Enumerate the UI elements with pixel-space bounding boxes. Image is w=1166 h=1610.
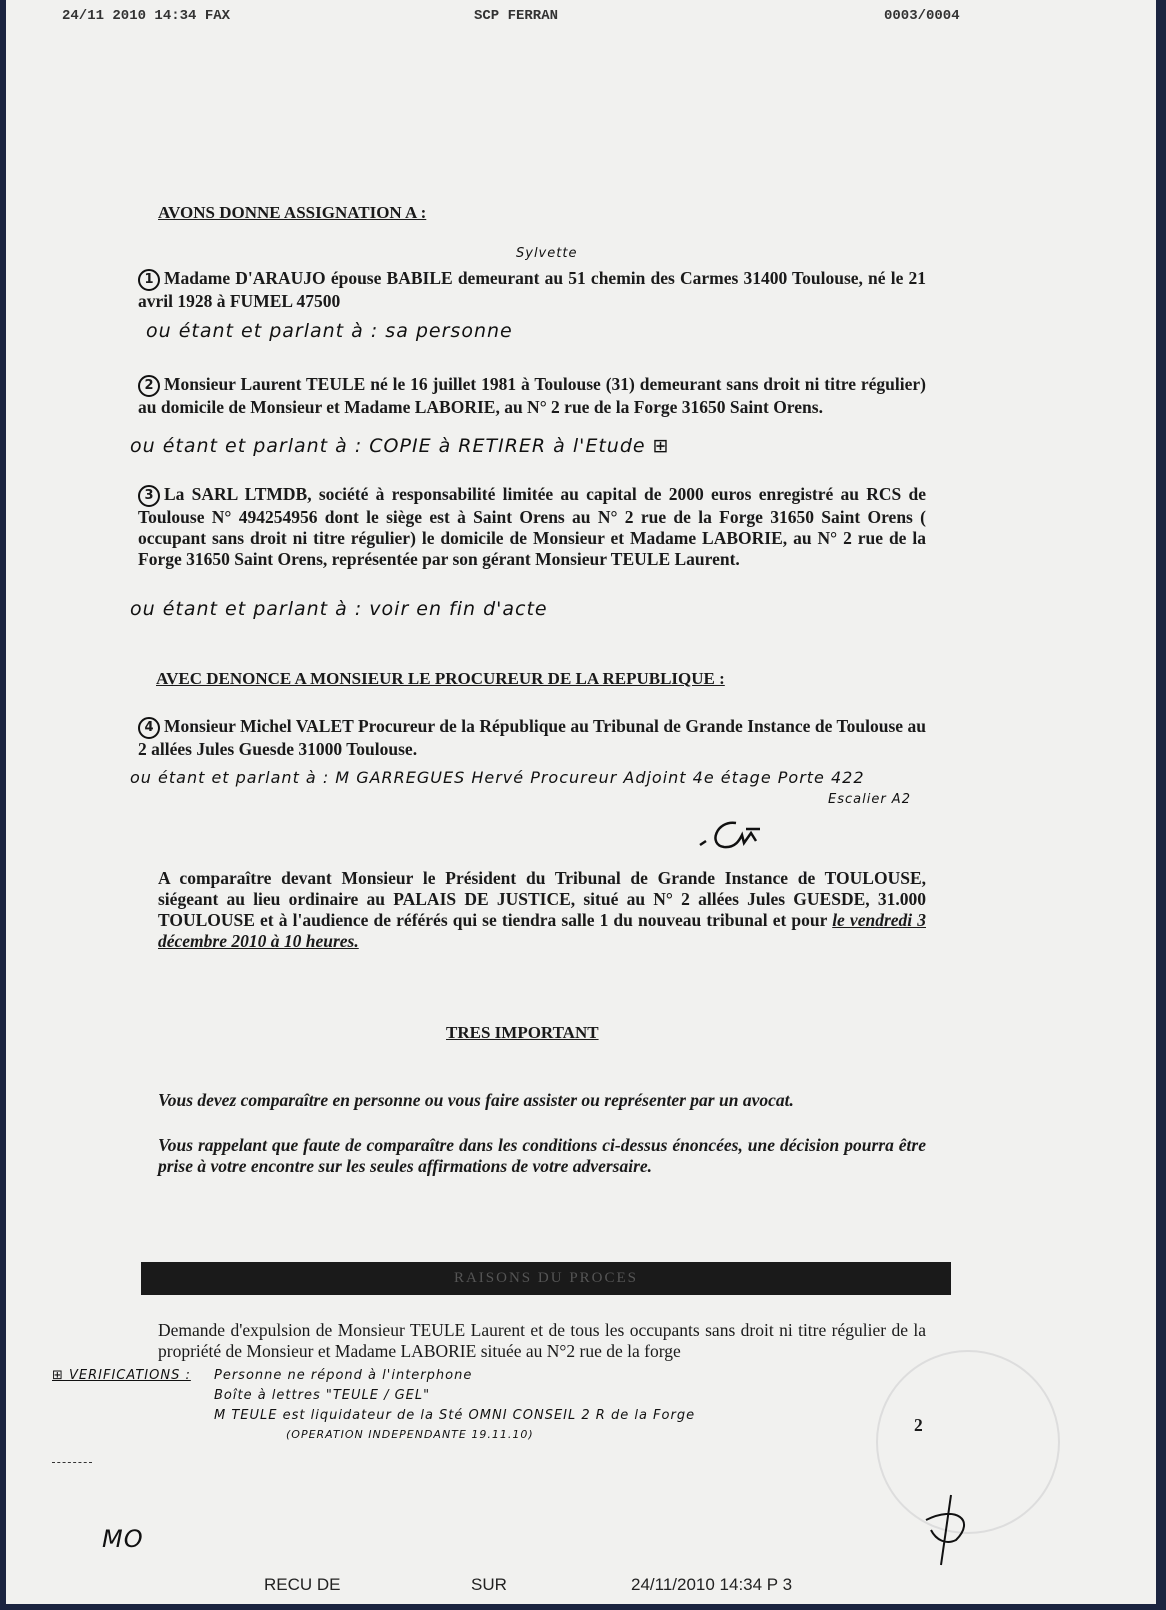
handwritten-note-4b: Escalier A2: [828, 792, 911, 807]
initials-signature: [916, 1490, 986, 1570]
fax-sender: SCP FERRAN: [474, 8, 559, 24]
margin-note: MO: [102, 1525, 144, 1553]
page-number: 2: [914, 1415, 923, 1435]
fax-page: [6, 0, 1156, 1604]
handwritten-note-3: ou étant et parlant à : voir en fin d'acte: [130, 598, 548, 620]
verification-line: (OPERATION INDEPENDANTE 19.11.10): [286, 1428, 534, 1441]
heading-denonce: AVEC DENONCE A MONSIEUR LE PROCUREUR DE LA REPUBLIQUE :: [156, 669, 725, 688]
party-2: 2 Monsieur Laurent TEULE né le 16 juillet 1981 à Toulouse (31) demeurant sans droit ni titre régulier) au domicile de Monsieur et Madame LABORIE, au N° 2 rue de la Forge 31650 Saint Orens.: [138, 374, 926, 417]
footer-recu: RECU DE: [264, 1575, 341, 1594]
verification-line: Boîte à lettres "TEULE / GEL": [214, 1388, 431, 1403]
comparaitre-paragraph: A comparaître devant Monsieur le Président du Tribunal de Grande Instance de TOULOUSE, siégeant au lieu ordinaire au PALAIS DE JUSTICE, situé au N° 2 allées Jules GUESDE, 31.000 TOULOUSE et à l'audience de référés qui se tiendra salle 1 du nouveau tribunal et pour le vendredi 3 décembre 2010 à 10 heures.: [158, 868, 926, 951]
verification-line: Personne ne répond à l'interphone: [214, 1368, 473, 1383]
fax-datetime: 24/11 2010 14:34 FAX: [62, 8, 231, 24]
handwritten-insert: Sylvette: [516, 246, 578, 261]
footer-sur: SUR: [471, 1575, 507, 1594]
party-4-procureur: 4 Monsieur Michel VALET Procureur de la République au Tribunal de Grande Instance de Toulouse au 2 allées Jules Guesde 31000 Toulouse.: [138, 716, 926, 759]
demande-paragraph: Demande d'expulsion de Monsieur TEULE Laurent et de tous les occupants sans droit ni titre régulier de la propriété de Monsieur et Madame LABORIE située au N°2 rue de la forge: [158, 1320, 926, 1361]
heading-assignation: AVONS DONNE ASSIGNATION A :: [158, 203, 427, 222]
section-bar: RAISONS DU PROCES: [141, 1262, 951, 1295]
verifications-label: ⊞ VERIFICATIONS :: [52, 1368, 191, 1383]
hearing-date: le vendredi 3 décembre 2010 à 10 heures.: [158, 910, 926, 951]
fax-page-count: 0003/0004: [884, 8, 960, 24]
signature: [696, 815, 766, 855]
divider: [52, 1462, 92, 1463]
important-line-2: Vous rappelant que faute de comparaître dans les conditions ci-dessus énoncées, une décision pourra être prise à votre encontre sur les seules affirmations de votre adversaire.: [158, 1135, 926, 1176]
party-3: 3 La SARL LTMDB, société à responsabilité limitée au capital de 2000 euros enregistré au RCS de Toulouse N° 494254956 dont le siège est à Saint Orens au N° 2 rue de la Forge 31650 Saint Orens ( occupant sans droit ni titre régulier) le domicile de Monsieur et Madame LABORIE, au N° 2 rue de la Forge 31650 Saint Orens, représentée par son gérant Monsieur TEULE Laurent.: [138, 484, 926, 569]
handwritten-note-2: ou étant et parlant à : COPIE à RETIRER à l'Etude ⊞: [130, 435, 670, 457]
verification-line: M TEULE est liquidateur de la Sté OMNI CONSEIL 2 R de la Forge: [214, 1408, 696, 1423]
important-title: TRES IMPORTANT: [446, 1023, 599, 1042]
party-1: 1 Madame D'ARAUJO épouse BABILE demeurant au 51 chemin des Carmes 31400 Toulouse, né le 21 avril 1928 à FUMEL 47500: [138, 268, 926, 311]
footer-datetime: 24/11/2010 14:34 P 3: [631, 1575, 793, 1594]
handwritten-note-4: ou étant et parlant à : M GARREGUES Hervé Procureur Adjoint 4e étage Porte 422: [130, 768, 865, 787]
important-line-1: Vous devez comparaître en personne ou vous faire assister ou représenter par un avocat.: [158, 1090, 794, 1110]
handwritten-note-1: ou étant et parlant à : sa personne: [146, 320, 513, 342]
